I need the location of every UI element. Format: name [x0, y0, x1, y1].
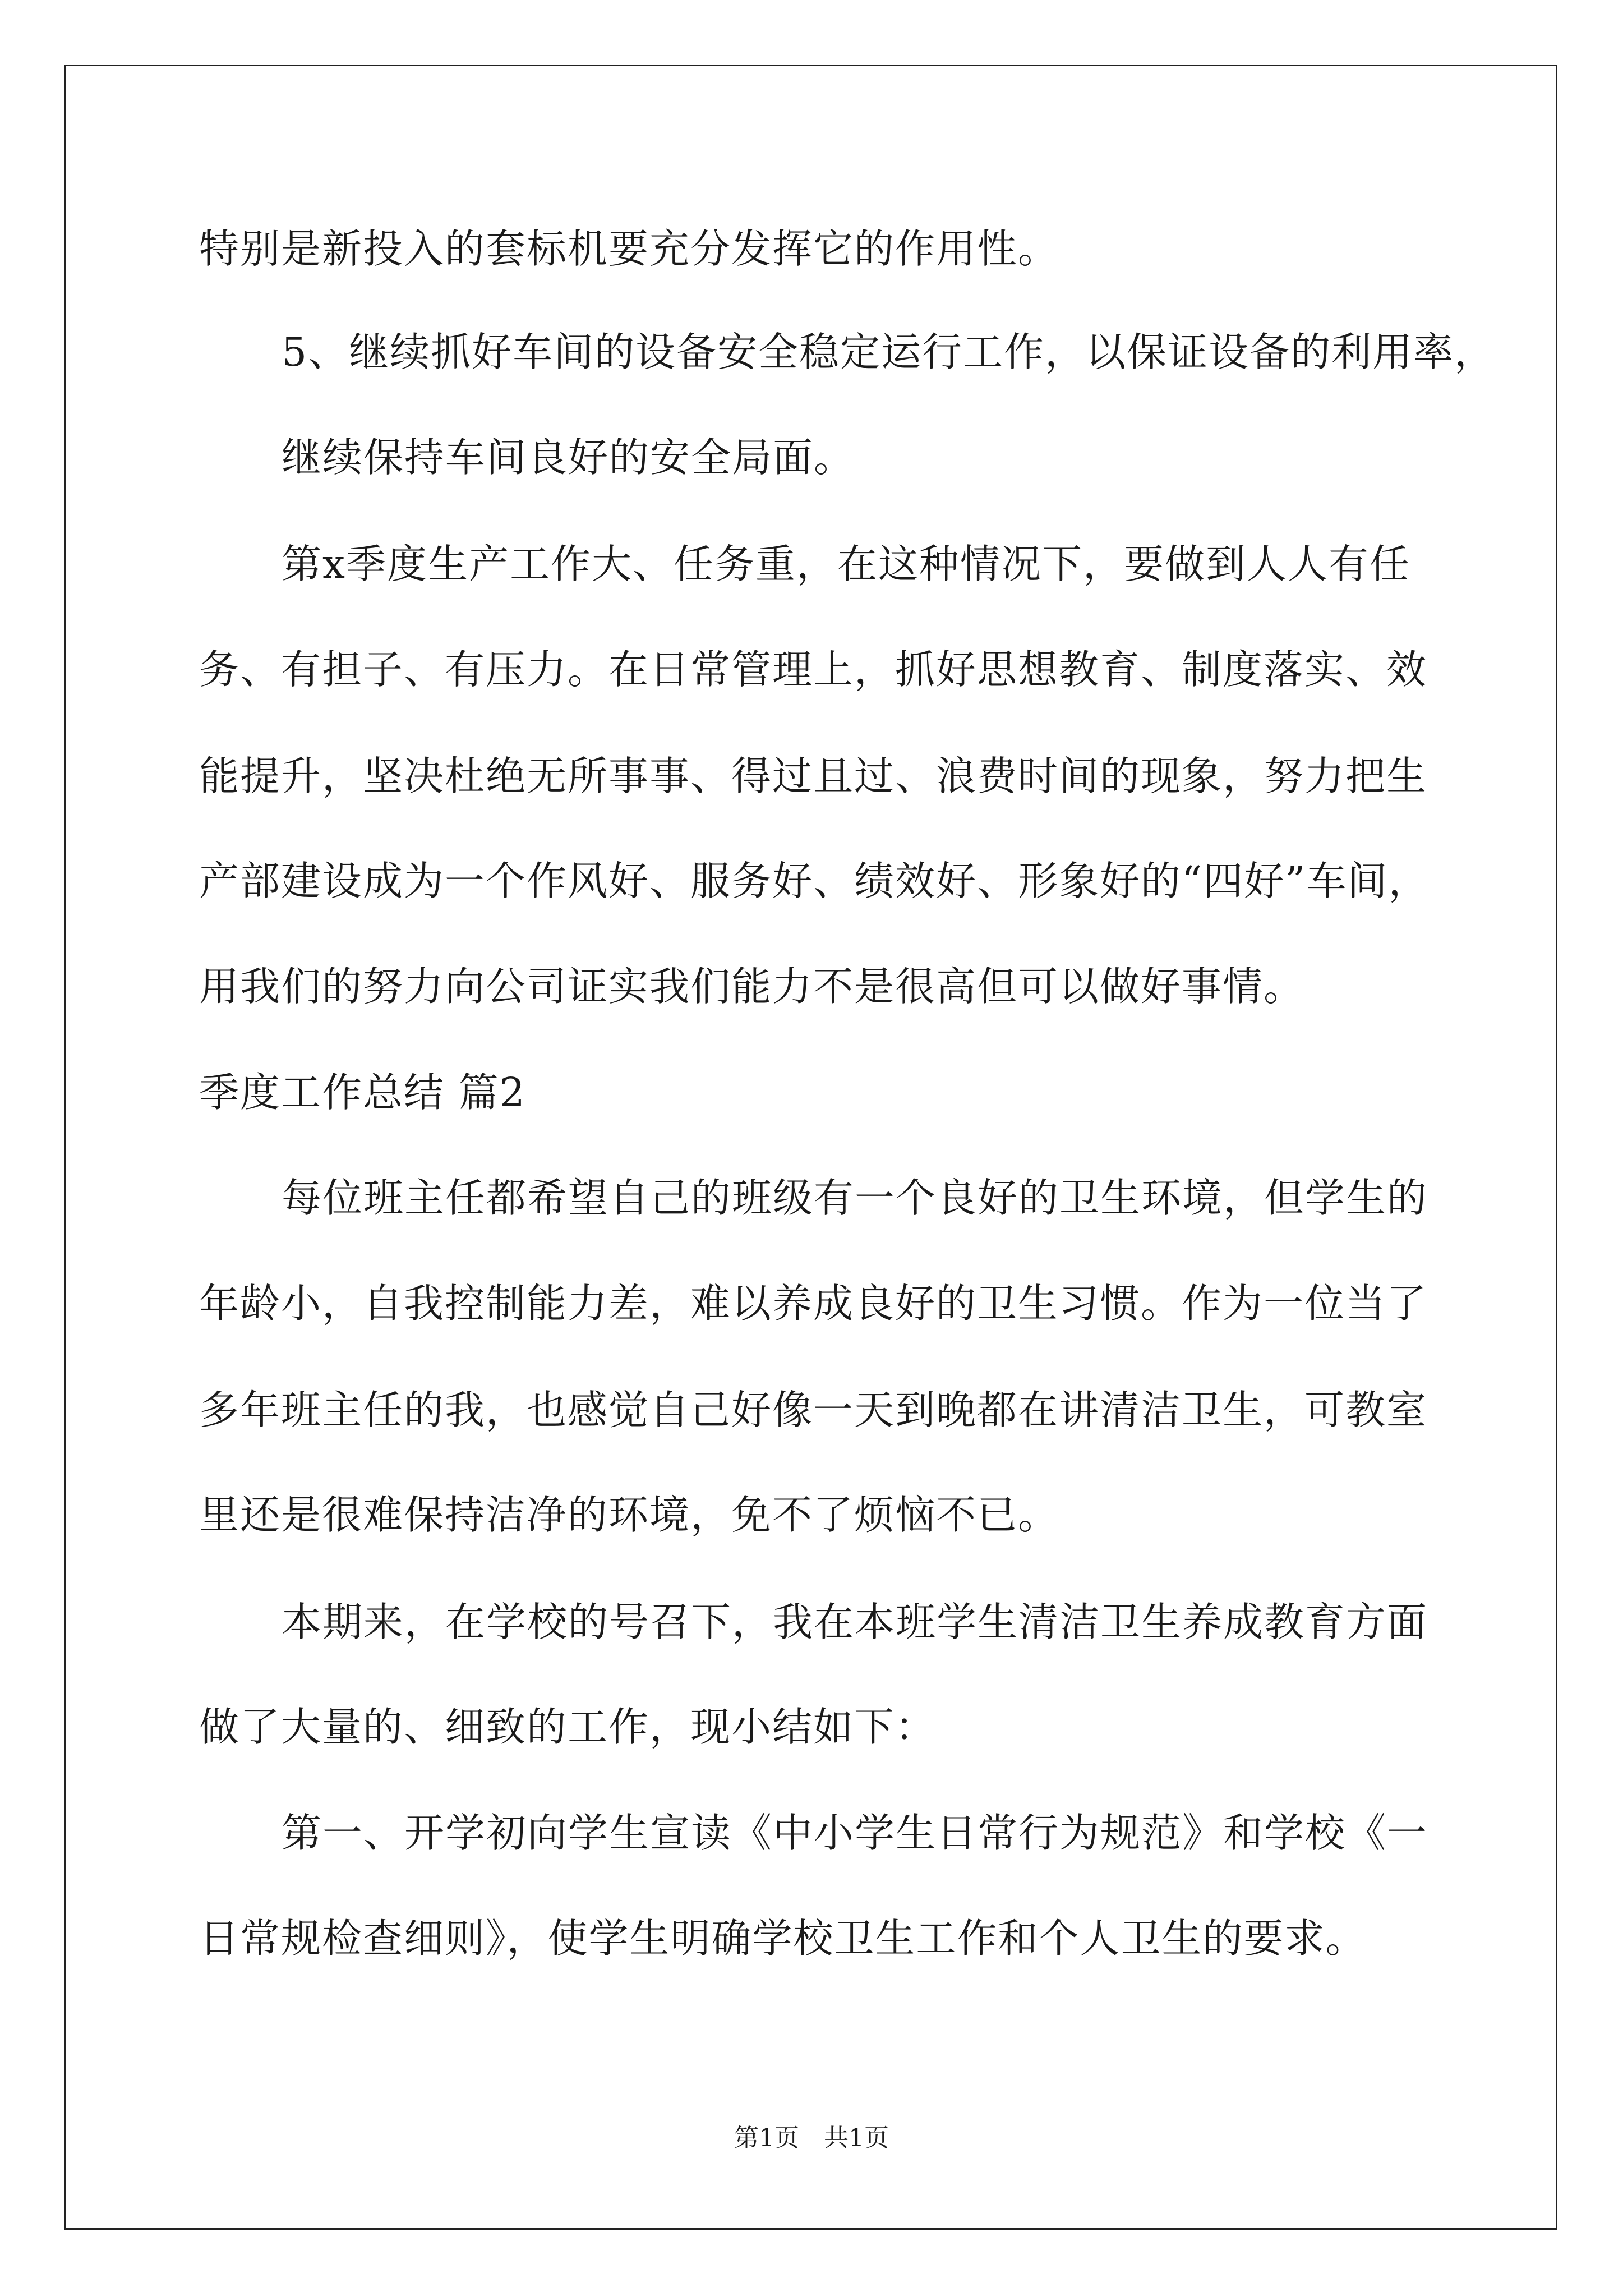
paragraph-start: 本期来，在学校的号召下，我在本班学生清洁卫生养成教育方面 [282, 1599, 1428, 1645]
text-line: 产部建设成为一个作风好、服务好、绩效好、形象好的“四好”车间， [199, 858, 1430, 904]
list-item-5: 5、继续抓好车间的设备安全稳定运行工作，以保证设备的利用率， [282, 329, 1496, 375]
paragraph-start: 第一、开学初向学生宣读《中小学生日常行为规范》和学校《一 [282, 1810, 1428, 1856]
text-line: 多年班主任的我，也感觉自己好像一天到晚都在讲清洁卫生，可教室 [199, 1387, 1428, 1433]
section-heading: 季度工作总结 篇2 [199, 1069, 526, 1116]
paragraph-start: 第x季度生产工作大、任务重，在这种情况下，要做到人人有任 [282, 541, 1411, 587]
text-line: 能提升，坚决杜绝无所事事、得过且过、浪费时间的现象，努力把生 [199, 753, 1428, 799]
page-footer: 第1页 共1页 [734, 2124, 889, 2152]
text-line: 日常规检查细则》，使学生明确学校卫生工作和个人卫生的要求。 [199, 1915, 1367, 1962]
text-line: 做了大量的、细致的工作，现小结如下： [199, 1704, 937, 1750]
text-line: 里还是很难保持洁净的环境，免不了烦恼不已。 [199, 1492, 1059, 1538]
page-border [64, 65, 1557, 2230]
text-line: 务、有担子、有压力。在日常管理上，抓好思想教育、制度落实、效 [199, 646, 1428, 693]
text-line: 特别是新投入的套标机要充分发挥它的作用性。 [199, 226, 1059, 272]
text-line: 用我们的努力向公司证实我们能力不是很高但可以做好事情。 [199, 963, 1305, 1010]
text-line: 继续保持车间良好的安全局面。 [282, 434, 855, 481]
text-line: 年龄小，自我控制能力差，难以养成良好的卫生习惯。作为一位当了 [199, 1280, 1428, 1327]
paragraph-start: 每位班主任都希望自己的班级有一个良好的卫生环境，但学生的 [282, 1175, 1428, 1221]
